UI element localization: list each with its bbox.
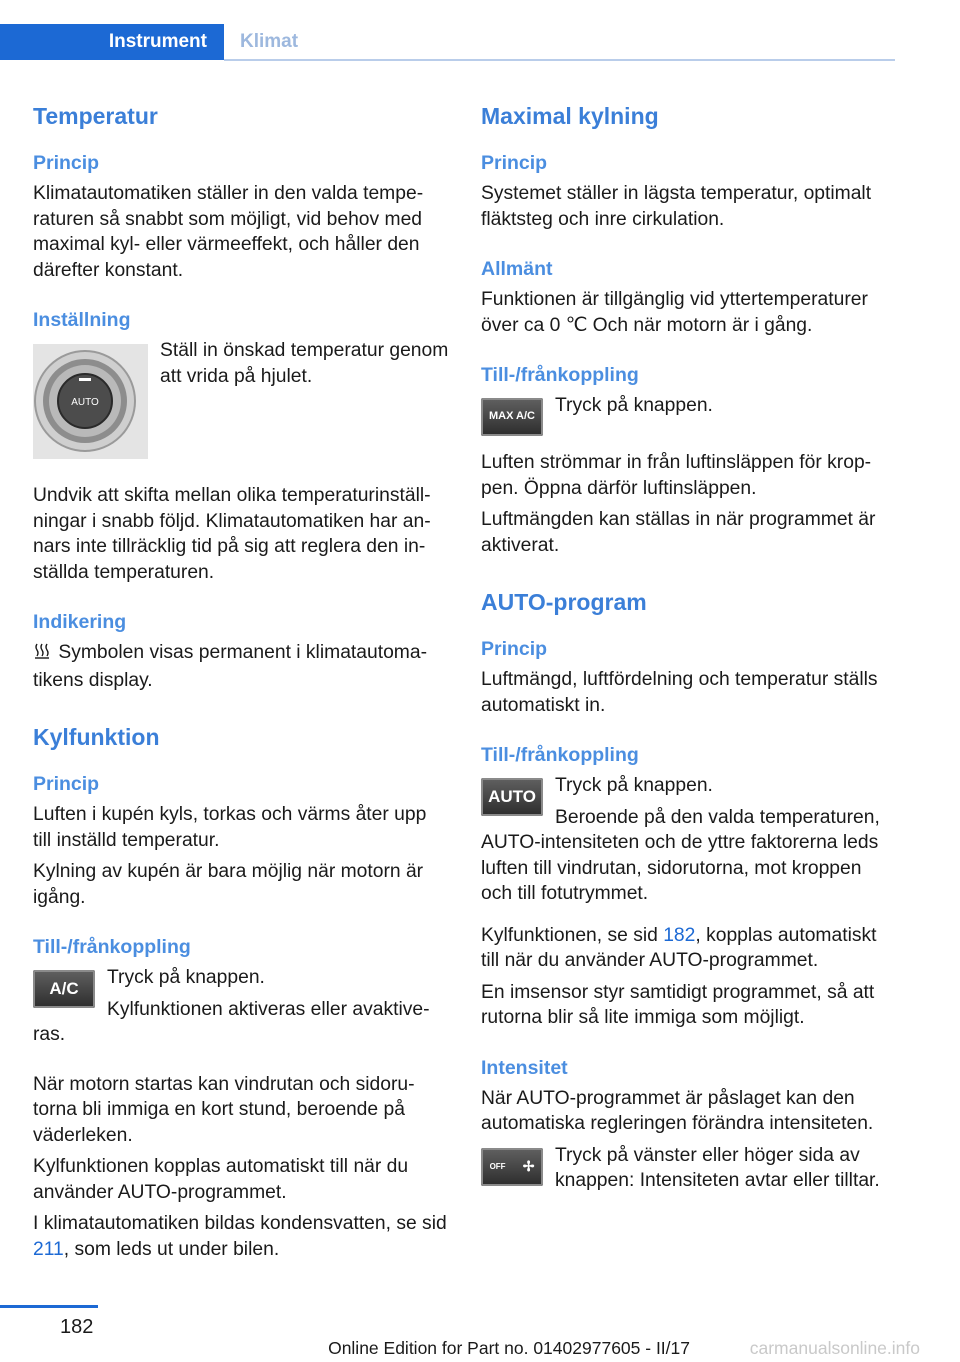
watermark: carmanualsonline.info: [749, 1338, 920, 1358]
footer-rule: [0, 1305, 98, 1308]
figure-row-auto: [481, 773, 897, 913]
section-title-maximal-kylning: Maximal kylning: [481, 103, 659, 129]
paragraph: Tryck på knappen.: [555, 395, 713, 416]
paragraph: Luftmängden kan ställas in när programmet är aktiverat.: [481, 509, 876, 556]
subheading-allmant: Allmänt: [481, 258, 553, 280]
paragraph: Luften strömmar in från luftinsläppen för kroppen. Öppna därför luftinsläppen.: [481, 452, 872, 499]
header-tabs: [0, 24, 895, 62]
svg-text:AUTO: AUTO: [71, 397, 99, 408]
paragraph: Kylning av kupén är bara möjlig när motorn är igång.: [33, 861, 424, 908]
paragraph: En imsensor styr samtidigt programmet, så att rutorna blir så lite immiga som möjligt.: [481, 981, 875, 1028]
section-title-temperatur: Temperatur: [33, 103, 158, 129]
paragraph: Luftmängd, luftfördelning och temperatur ställs automatiskt in.: [481, 669, 878, 716]
left-column: [33, 100, 449, 1268]
section-title-kylfunktion: Kylfunktion: [33, 724, 160, 750]
page-number: 182: [60, 1316, 94, 1338]
right-column: [481, 100, 897, 1200]
page-link-211[interactable]: 211: [33, 1238, 64, 1260]
paragraph: Kylfunktionen kopplas automatiskt till när du använder AUTO-programmet.: [33, 1156, 409, 1203]
subheading-till-fran: Till-/frånkoppling: [481, 364, 639, 386]
figure-row-dial: [33, 338, 449, 465]
ac-button-image: A/C: [33, 970, 95, 1008]
paragraph: Funktionen är tillgänglig vid yttertemperaturer över ca 0 ℃ Och när motorn är i gång.: [481, 289, 868, 336]
paragraph: Luften i kupén kyls, torkas och värms åter upp till inställd temperatur.: [33, 804, 427, 851]
paragraph: Ställ in önskad temperatur genom att vrida på hjulet.: [160, 340, 449, 387]
subheading-princip: Princip: [33, 152, 100, 174]
page-link-182[interactable]: 182: [663, 924, 696, 946]
paragraph: När AUTO-programmet är påslaget kan den automatiska regleringen förändra intensiteten.: [481, 1087, 874, 1134]
max-ac-button-image: MAX A/C: [481, 398, 543, 436]
paragraph: Tryck på knappen.: [555, 775, 713, 796]
tab-instrument[interactable]: Instrument: [0, 24, 224, 60]
paragraph: Systemet ställer in lägsta temperatur, optimalt fläktsteg och inre cirkulation.: [481, 183, 872, 230]
subheading-princip: Princip: [33, 773, 100, 795]
figure-row-ac: [33, 965, 449, 1054]
paragraph: I klimatautomatiken bildas kondensvatten, se sid 211, som leds ut under bilen.: [33, 1213, 447, 1260]
subheading-indikering: Indikering: [33, 611, 127, 633]
subheading-till-fran: Till-/frånkoppling: [33, 936, 191, 958]
subheading-installning: Inställning: [33, 309, 131, 331]
paragraph: Kylfunktionen aktiveras eller avaktiveras.: [33, 998, 430, 1045]
figure-row-max-ac: [481, 393, 897, 440]
tab-underline: [224, 59, 895, 61]
edition-text: Online Edition for Part no. 01402977605 - II/17: [328, 1338, 690, 1358]
heat-symbol-icon: [33, 642, 53, 668]
paragraph: Tryck på knappen.: [107, 967, 265, 988]
paragraph: Beroende på den valda temperaturen, AUTO-intensiteten och de yttre faktorerna leds luften till vindrutan, sidorutorna, mot kroppen och till fotutrymmet.: [481, 806, 880, 904]
paragraph: Tryck på vänster eller höger sida av knappen: Intensiteten avtar eller tilltar.: [555, 1144, 880, 1191]
subheading-princip: Princip: [481, 638, 548, 660]
paragraph-indikering: Symbolen visas permanent i klimatautomatikens display.: [33, 642, 428, 691]
paragraph: När motorn startas kan vindrutan och sidorutorna bli immiga en kort stund, beroende på väderleken.: [33, 1073, 415, 1146]
section-title-auto-program: AUTO-program: [481, 589, 647, 615]
subheading-princip: Princip: [481, 152, 548, 174]
paragraph: Kylfunktionen, se sid 182, kopplas automatiskt till när du använder AUTO-programmet.: [481, 924, 877, 971]
subheading-till-fran: Till-/frånkoppling: [481, 744, 639, 766]
paragraph: Klimatautomatiken ställer in den valda temperaturen så snabbt som möjligt, vid behov med maximal kyl- eller värmeeffekt, och håller den därefter konstant.: [33, 183, 424, 281]
figure-row-intensity: [481, 1143, 897, 1200]
subheading-intensitet: Intensitet: [481, 1056, 568, 1079]
paragraph: Undvik att skifta mellan olika temperaturinställningar i snabb följd. Klimatautomatiken har annars inte tillräcklig tid på sig att reglera den inställda temperaturen.: [33, 485, 431, 583]
auto-button-image: AUTO: [481, 778, 543, 816]
tab-klimat[interactable]: Klimat: [240, 31, 299, 52]
intensity-button-image: OFF ✢: [481, 1148, 543, 1186]
fan-icon: ✢: [522, 1157, 535, 1174]
temperature-dial-image: [33, 344, 148, 459]
